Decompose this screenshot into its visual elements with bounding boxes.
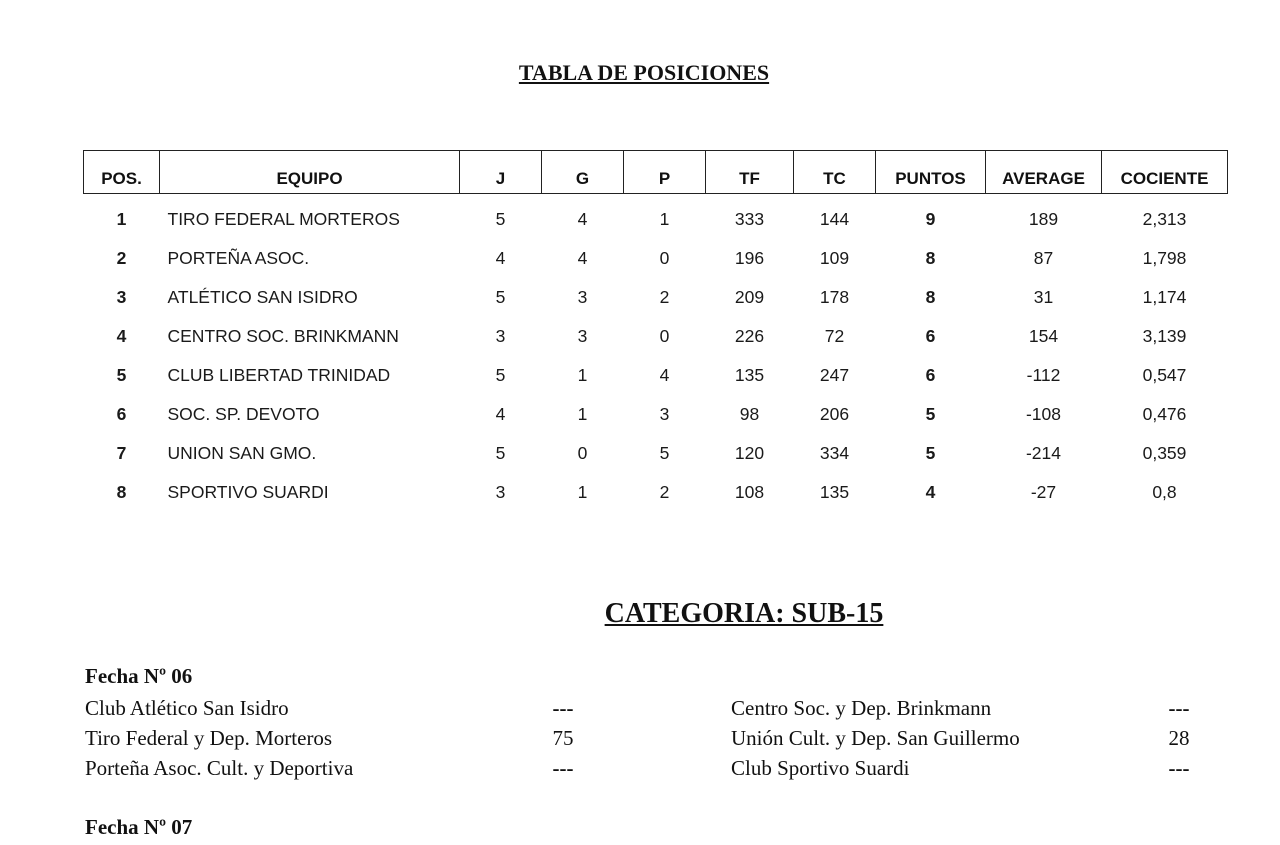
cell-j: 5	[495, 209, 506, 229]
match-row	[85, 726, 1205, 756]
cell-equipo: SOC. SP. DEVOTO	[167, 404, 320, 424]
cell-p: 5	[659, 443, 670, 463]
table-header-row	[84, 151, 1228, 194]
cell-pos: 4	[116, 326, 127, 346]
cell-cociente: 0,8	[1152, 482, 1177, 502]
header-equipo: EQUIPO	[160, 151, 460, 194]
cell-g: 1	[577, 365, 588, 385]
header-average: AVERAGE	[986, 151, 1102, 194]
cell-g: 4	[577, 209, 588, 229]
cell-average: 154	[1028, 326, 1059, 346]
cell-pos: 5	[116, 365, 127, 385]
standings-table	[83, 150, 1228, 512]
cell-cociente: 0,547	[1142, 365, 1187, 385]
table-row	[84, 278, 1228, 317]
table-row	[84, 356, 1228, 395]
cell-average: 189	[1028, 209, 1059, 229]
cell-j: 5	[495, 287, 506, 307]
cell-tc: 206	[819, 404, 850, 424]
cell-tc: 72	[824, 326, 845, 346]
cell-g: 0	[577, 443, 588, 463]
header-tf: TF	[706, 151, 794, 194]
cell-p: 2	[659, 287, 670, 307]
cell-average: -214	[1025, 443, 1062, 463]
match-row	[85, 696, 1205, 726]
cell-puntos: 9	[925, 209, 936, 229]
cell-puntos: 8	[925, 287, 936, 307]
cell-equipo: ATLÉTICO SAN ISIDRO	[167, 287, 358, 307]
home-team: Tiro Federal y Dep. Morteros	[85, 726, 333, 750]
away-score: ---	[1168, 756, 1190, 780]
header-puntos: PUNTOS	[876, 151, 986, 194]
cell-cociente: 3,139	[1142, 326, 1187, 346]
cell-tf: 333	[734, 209, 765, 229]
fecha-title: Fecha Nº 07	[85, 815, 193, 839]
cell-tf: 98	[739, 404, 760, 424]
header-pos: POS.	[84, 151, 160, 194]
cell-g: 3	[577, 326, 588, 346]
table-row	[84, 434, 1228, 473]
header-tc: TC	[794, 151, 876, 194]
home-score: ---	[552, 756, 574, 780]
cell-puntos: 5	[925, 443, 936, 463]
cell-p: 0	[659, 326, 670, 346]
cell-p: 2	[659, 482, 670, 502]
cell-average: 31	[1033, 287, 1054, 307]
cell-cociente: 0,359	[1142, 443, 1187, 463]
cell-pos: 7	[116, 443, 127, 463]
home-team: Porteña Asoc. Cult. y Deportiva	[85, 756, 354, 780]
cell-tc: 334	[819, 443, 850, 463]
cell-tc: 178	[819, 287, 850, 307]
cell-cociente: 1,798	[1142, 248, 1187, 268]
cell-equipo: SPORTIVO SUARDI	[167, 482, 329, 502]
away-score: ---	[1168, 696, 1190, 720]
cell-g: 4	[577, 248, 588, 268]
cell-j: 5	[495, 365, 506, 385]
cell-pos: 1	[116, 209, 127, 229]
cell-g: 3	[577, 287, 588, 307]
header-j: J	[460, 151, 542, 194]
cell-equipo: PORTEÑA ASOC.	[167, 248, 310, 268]
cell-g: 1	[577, 482, 588, 502]
away-team: Centro Soc. y Dep. Brinkmann	[731, 696, 992, 720]
away-score: 28	[1168, 726, 1190, 750]
cell-cociente: 2,313	[1142, 209, 1187, 229]
cell-average: -108	[1025, 404, 1062, 424]
cell-tc: 109	[819, 248, 850, 268]
cell-pos: 2	[116, 248, 127, 268]
category-heading: CATEGORIA: SUB-15	[604, 598, 884, 629]
cell-cociente: 0,476	[1142, 404, 1187, 424]
table-row	[84, 194, 1228, 240]
cell-j: 4	[495, 404, 506, 424]
table-row	[84, 239, 1228, 278]
cell-equipo: UNION SAN GMO.	[167, 443, 317, 463]
cell-pos: 6	[116, 404, 127, 424]
cell-tf: 226	[734, 326, 765, 346]
table-row	[84, 473, 1228, 512]
cell-tf: 108	[734, 482, 765, 502]
page-title: TABLA DE POSICIONES	[518, 60, 770, 85]
header-p: P	[624, 151, 706, 194]
cell-p: 0	[659, 248, 670, 268]
cell-equipo: TIRO FEDERAL MORTEROS	[167, 209, 400, 229]
cell-p: 1	[659, 209, 670, 229]
cell-tf: 196	[734, 248, 765, 268]
cell-average: -112	[1026, 365, 1061, 385]
header-g: G	[542, 151, 624, 194]
cell-p: 3	[659, 404, 670, 424]
cell-puntos: 5	[925, 404, 936, 424]
cell-puntos: 6	[925, 365, 936, 385]
cell-j: 3	[495, 482, 506, 502]
cell-j: 4	[495, 248, 506, 268]
cell-tf: 209	[734, 287, 765, 307]
away-team: Unión Cult. y Dep. San Guillermo	[731, 726, 1020, 750]
home-score: ---	[552, 696, 574, 720]
cell-pos: 3	[116, 287, 127, 307]
match-row	[85, 756, 1205, 786]
cell-tf: 135	[734, 365, 765, 385]
cell-g: 1	[577, 404, 588, 424]
cell-pos: 8	[116, 482, 127, 502]
cell-j: 5	[495, 443, 506, 463]
cell-average: -27	[1030, 482, 1057, 502]
cell-j: 3	[495, 326, 506, 346]
cell-tc: 135	[819, 482, 850, 502]
cell-tf: 120	[734, 443, 765, 463]
cell-equipo: CENTRO SOC. BRINKMANN	[167, 326, 399, 346]
cell-puntos: 4	[925, 482, 936, 502]
away-team: Club Sportivo Suardi	[731, 756, 910, 780]
cell-average: 87	[1033, 248, 1054, 268]
cell-puntos: 8	[925, 248, 936, 268]
cell-tc: 247	[819, 365, 850, 385]
home-team: Club Atlético San Isidro	[85, 696, 289, 720]
table-row	[84, 317, 1228, 356]
cell-p: 4	[659, 365, 670, 385]
header-cociente: COCIENTE	[1102, 151, 1228, 194]
fecha-title: Fecha Nº 06	[85, 664, 193, 688]
cell-puntos: 6	[925, 326, 936, 346]
cell-cociente: 1,174	[1142, 287, 1187, 307]
cell-tc: 144	[819, 209, 850, 229]
table-row	[84, 395, 1228, 434]
cell-equipo: CLUB LIBERTAD TRINIDAD	[167, 365, 391, 385]
home-score: 75	[552, 726, 574, 750]
